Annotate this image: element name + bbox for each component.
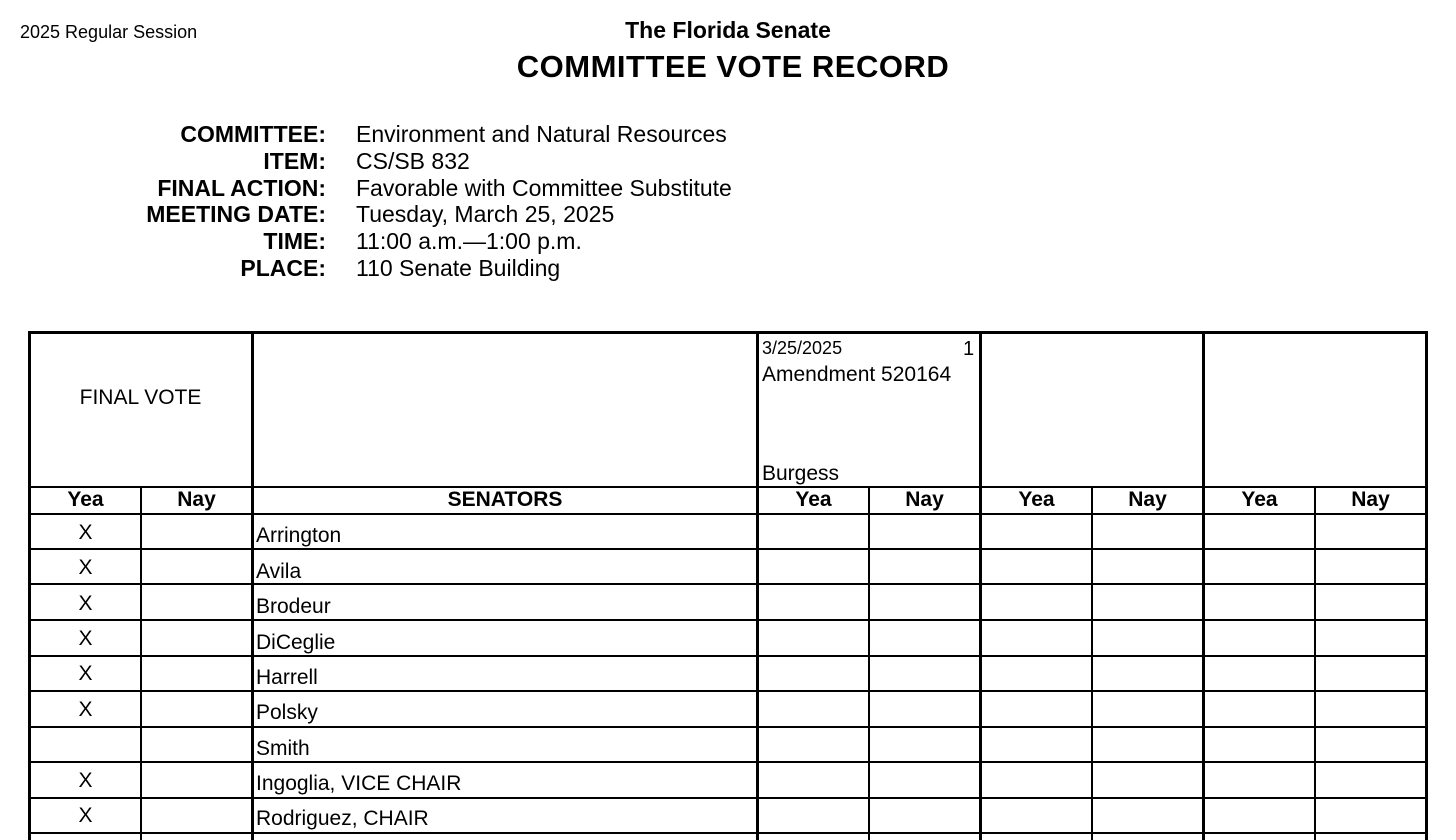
final-yea-mark: X — [78, 627, 93, 650]
page-title: COMMITTEE VOTE RECORD — [516, 49, 950, 84]
col-line-amend2-yea-nay — [1091, 486, 1093, 840]
amendment-date: 3/25/2025 — [762, 338, 843, 358]
place-label: PLACE: — [240, 254, 326, 281]
final-yea-mark: X — [78, 521, 93, 544]
final-yea-mark: X — [78, 662, 93, 685]
item-label: ITEM: — [263, 147, 326, 174]
item-value: CS/SB 832 — [356, 147, 470, 174]
col-line-amend1-yea-nay — [868, 486, 870, 840]
final-yea-mark: X — [78, 804, 93, 827]
col-line-amend1-right — [979, 331, 982, 840]
amend2-yea-header: Yea — [1018, 488, 1055, 511]
final-action-label: FINAL ACTION: — [157, 174, 326, 201]
final-nay-header: Nay — [177, 488, 216, 511]
table-top-border — [28, 331, 1428, 334]
amend3-yea-header: Yea — [1241, 488, 1278, 511]
col-line-amend2-right — [1202, 331, 1205, 840]
final-yea-header: Yea — [67, 488, 104, 511]
senator-name: Harrell — [256, 666, 318, 689]
amend1-yea-header: Yea — [795, 488, 832, 511]
senator-name: Rodriguez, CHAIR — [256, 807, 429, 830]
row-line — [28, 619, 1428, 621]
final-yea-mark: X — [78, 769, 93, 792]
table-right-border — [1425, 331, 1428, 840]
row-line — [28, 548, 1428, 550]
final-yea-mark: X — [78, 698, 93, 721]
final-vote-label: FINAL VOTE — [79, 386, 202, 409]
row-line — [28, 761, 1428, 763]
col-line-amend3-yea-nay — [1314, 486, 1316, 840]
time-value: 11:00 a.m.—1:00 p.m. — [356, 228, 582, 255]
amend3-nay-header: Nay — [1351, 488, 1390, 511]
place-value: 110 Senate Building — [356, 254, 561, 281]
col-line-senators-right — [756, 331, 759, 840]
senator-name: Avila — [256, 560, 302, 583]
committee-label: COMMITTEE: — [180, 121, 326, 147]
amend1-nay-header: Nay — [905, 488, 944, 511]
senator-name: Polsky — [256, 701, 318, 724]
senator-name: DiCeglie — [256, 631, 336, 654]
committee-value: Environment and Natural Resources — [356, 121, 727, 147]
amend2-nay-header: Nay — [1128, 488, 1167, 511]
meeting-date-label: MEETING DATE: — [146, 201, 326, 228]
row-line — [28, 690, 1428, 692]
row-line — [28, 726, 1428, 728]
amendment-number: 1 — [963, 338, 975, 360]
header-bottom-line — [28, 513, 1428, 515]
row-line — [28, 583, 1428, 585]
final-yea-mark: X — [78, 592, 93, 615]
meeting-date-value: Tuesday, March 25, 2025 — [356, 201, 615, 228]
session-label: 2025 Regular Session — [20, 22, 198, 42]
row-line — [28, 655, 1428, 657]
time-label: TIME: — [263, 228, 326, 255]
senator-name: Arrington — [256, 524, 342, 547]
senate-name: The Florida Senate — [625, 17, 831, 43]
final-yea-mark: X — [78, 556, 93, 579]
final-action-value: Favorable with Committee Substitute — [356, 174, 732, 201]
senators-header: SENATORS — [447, 488, 563, 511]
senator-name: Smith — [256, 737, 310, 760]
senator-name: Brodeur — [256, 595, 331, 618]
row-line — [28, 797, 1428, 799]
senator-name: Ingoglia, VICE CHAIR — [256, 772, 462, 795]
col-line-senators-left — [251, 331, 254, 840]
amendment-sponsor: Burgess — [762, 462, 840, 485]
amendment-name: Amendment 520164 — [762, 363, 952, 386]
row-line — [28, 832, 1428, 834]
